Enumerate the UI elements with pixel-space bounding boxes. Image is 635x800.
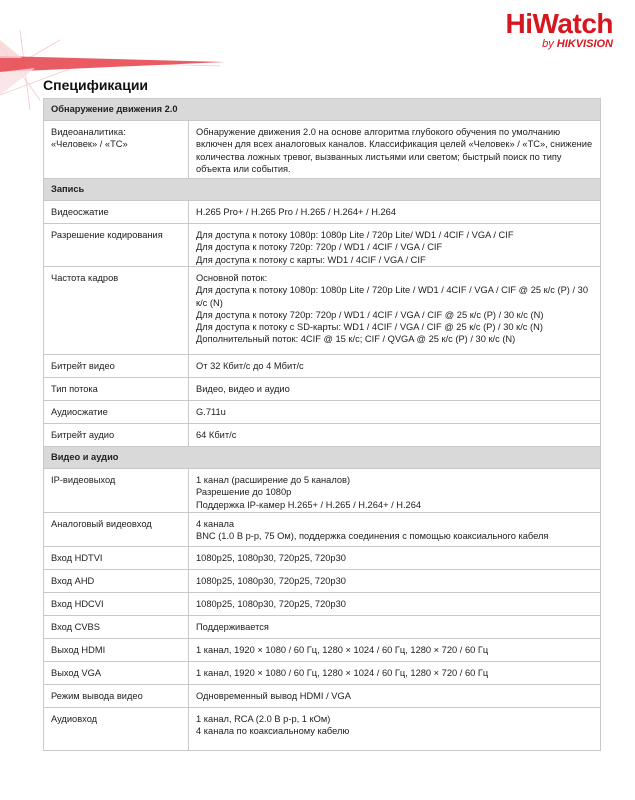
spec-label (44, 639, 189, 662)
spec-label (44, 378, 189, 401)
corner-decoration (0, 0, 230, 110)
spec-value (189, 267, 601, 355)
spec-label-line: Вход HDTVI (51, 553, 103, 563)
spec-value-line: Основной поток: (196, 273, 268, 283)
spec-value-line: BNC (1.0 В р-р, 75 Ом), поддержка соединения с помощью коаксиального кабеля (196, 531, 549, 542)
spec-value-line: 1080p25, 1080p30, 720p25, 720p30 (196, 553, 346, 563)
spec-value-line: 4 канала по коаксиальному кабелю (196, 726, 350, 737)
spec-label-line: Аналоговый видеовход (51, 519, 152, 529)
section-title: Видео и аудио (44, 447, 601, 469)
spec-value (189, 708, 601, 751)
spec-label (44, 224, 189, 267)
spec-label (44, 121, 189, 179)
spec-label (44, 401, 189, 424)
spec-label-line: Выход VGA (51, 668, 102, 678)
spec-value-line: 1080p25, 1080p30, 720p25, 720p30 (196, 599, 346, 609)
spec-value-line: Одновременный вывод HDMI / VGA (196, 691, 351, 701)
spec-value (189, 201, 601, 224)
spec-row (44, 267, 601, 355)
spec-label-line: Выход HDMI (51, 645, 106, 655)
spec-label (44, 469, 189, 513)
spec-value (189, 378, 601, 401)
section-title: Запись (44, 179, 601, 201)
section-header (44, 447, 601, 469)
spec-value-line: Для доступа к потоку 720p: 720p / WD1 / 4CIF / VGA / CIF (196, 242, 443, 253)
spec-label-line: «Человек» / «ТС» (51, 139, 128, 150)
spec-value-line: 1 канал, RCA (2.0 В р-р, 1 кОм) (196, 714, 331, 724)
spec-row (44, 424, 601, 447)
spec-value-line: Видео, видео и аудио (196, 384, 290, 394)
spec-row (44, 469, 601, 513)
spec-label (44, 513, 189, 547)
spec-value-line: Для доступа к потоку 720p: 720p / WD1 / 4CIF / VGA / CIF @ 25 к/с (P) / 30 к/с (N) (196, 309, 544, 320)
spec-label-line: Битрейт аудио (51, 430, 115, 440)
spec-value-line: От 32 Кбит/с до 4 Мбит/с (196, 361, 304, 371)
section-header (44, 99, 601, 121)
spec-label (44, 201, 189, 224)
spec-value (189, 224, 601, 267)
spec-label-line: Аудиосжатие (51, 407, 108, 417)
section-title: Обнаружение движения 2.0 (44, 99, 601, 121)
brand-by: by (542, 38, 554, 50)
spec-label-line: Тип потока (51, 384, 98, 394)
spec-label (44, 355, 189, 378)
spec-value (189, 355, 601, 378)
spec-label-line: Разрешение кодирования (51, 230, 163, 240)
spec-row (44, 121, 601, 179)
spec-row (44, 708, 601, 751)
spec-value (189, 570, 601, 593)
section-header (44, 179, 601, 201)
spec-label-line: IP-видеовыход (51, 475, 116, 485)
spec-label-line: Аудиовход (51, 714, 98, 724)
page-title: Спецификации (43, 77, 149, 93)
spec-row (44, 378, 601, 401)
spec-row (44, 401, 601, 424)
spec-label (44, 616, 189, 639)
spec-label-line: Видеоаналитика: (51, 127, 126, 137)
spec-row (44, 616, 601, 639)
spec-value-line: Поддержка IP-камер H.265+ / H.265 / H.264+ / H.264 (196, 499, 422, 510)
spec-value-line: Для доступа к потоку 1080p: 1080p Lite / 720p Lite / WD1 / 4CIF / VGA / CIF @ 25 к/с (P) / 30 к/с (N) (196, 285, 588, 308)
spec-table (43, 98, 601, 751)
spec-value-line: 64 Кбит/с (196, 430, 237, 440)
spec-value-line: Дополнительный поток: 4CIF @ 15 к/с; CIF / QVGA @ 25 к/с (P) / 30 к/с (N) (196, 334, 516, 345)
spec-row (44, 513, 601, 547)
spec-value (189, 662, 601, 685)
spec-row (44, 662, 601, 685)
spec-row (44, 570, 601, 593)
spec-value (189, 547, 601, 570)
spec-row (44, 639, 601, 662)
spec-label (44, 547, 189, 570)
spec-row (44, 201, 601, 224)
spec-value-line: Поддерживается (196, 622, 269, 632)
spec-value-line: Для доступа к потоку 1080p: 1080p Lite / 720p Lite/ WD1 / 4CIF / VGA / CIF (196, 230, 514, 240)
spec-row (44, 355, 601, 378)
brand-name-part1: Hi (505, 8, 533, 39)
spec-label-line: Режим вывода видео (51, 691, 143, 701)
spec-label (44, 267, 189, 355)
spec-label-line: Частота кадров (51, 273, 119, 283)
spec-value (189, 401, 601, 424)
spec-label (44, 662, 189, 685)
spec-label-line: Битрейт видео (51, 361, 115, 371)
spec-value-line: Для доступа к потоку с карты: WD1 / 4CIF / VGA / CIF (196, 254, 426, 265)
spec-row (44, 547, 601, 570)
spec-value-line: 1080p25, 1080p30, 720p25, 720p30 (196, 576, 346, 586)
spec-label (44, 685, 189, 708)
spec-value (189, 121, 601, 179)
spec-value-line: 1 канал, 1920 × 1080 / 60 Гц, 1280 × 1024 / 60 Гц, 1280 × 720 / 60 Гц (196, 668, 489, 678)
spec-label (44, 424, 189, 447)
spec-value (189, 685, 601, 708)
spec-label-line: Видеосжатие (51, 207, 109, 217)
spec-label-line: Вход HDCVI (51, 599, 104, 609)
spec-value-line: 1 канал, 1920 × 1080 / 60 Гц, 1280 × 1024 / 60 Гц, 1280 × 720 / 60 Гц (196, 645, 489, 655)
spec-label-line: Вход CVBS (51, 622, 100, 632)
spec-value (189, 424, 601, 447)
spec-label-line: Вход AHD (51, 576, 95, 586)
spec-value-line: Разрешение до 1080p (196, 487, 292, 498)
spec-value-line: 1 канал (расширение до 5 каналов) (196, 475, 351, 485)
spec-value-line: Обнаружение движения 2.0 на основе алгоритма глубокого обучения по умолчанию включен для всех аналоговых каналов. Классификация целей «Человек» / «ТС», снижение количества ложных тревог, вызванных листьями или светом; быстрый поиск по типу объекта или события. (196, 127, 593, 174)
spec-value-line: H.265 Pro+ / H.265 Pro / H.265 / H.264+ / H.264 (196, 207, 396, 217)
spec-value (189, 513, 601, 547)
spec-value-line: Для доступа к потоку с SD-карты: WD1 / 4CIF / VGA / CIF @ 25 к/с (P) / 30 к/с (N) (196, 322, 543, 333)
spec-row (44, 224, 601, 267)
spec-value (189, 616, 601, 639)
spec-value (189, 469, 601, 513)
brand-logo (506, 8, 613, 50)
spec-label (44, 593, 189, 616)
spec-value (189, 593, 601, 616)
spec-row (44, 685, 601, 708)
brand-name-part2: Watch (532, 8, 613, 39)
spec-row (44, 593, 601, 616)
spec-value (189, 639, 601, 662)
spec-value-line: G.711u (196, 407, 226, 417)
spec-label (44, 708, 189, 751)
spec-value-line: 4 канала (196, 519, 235, 529)
spec-label (44, 570, 189, 593)
brand-parent: HIKVISION (556, 38, 613, 50)
